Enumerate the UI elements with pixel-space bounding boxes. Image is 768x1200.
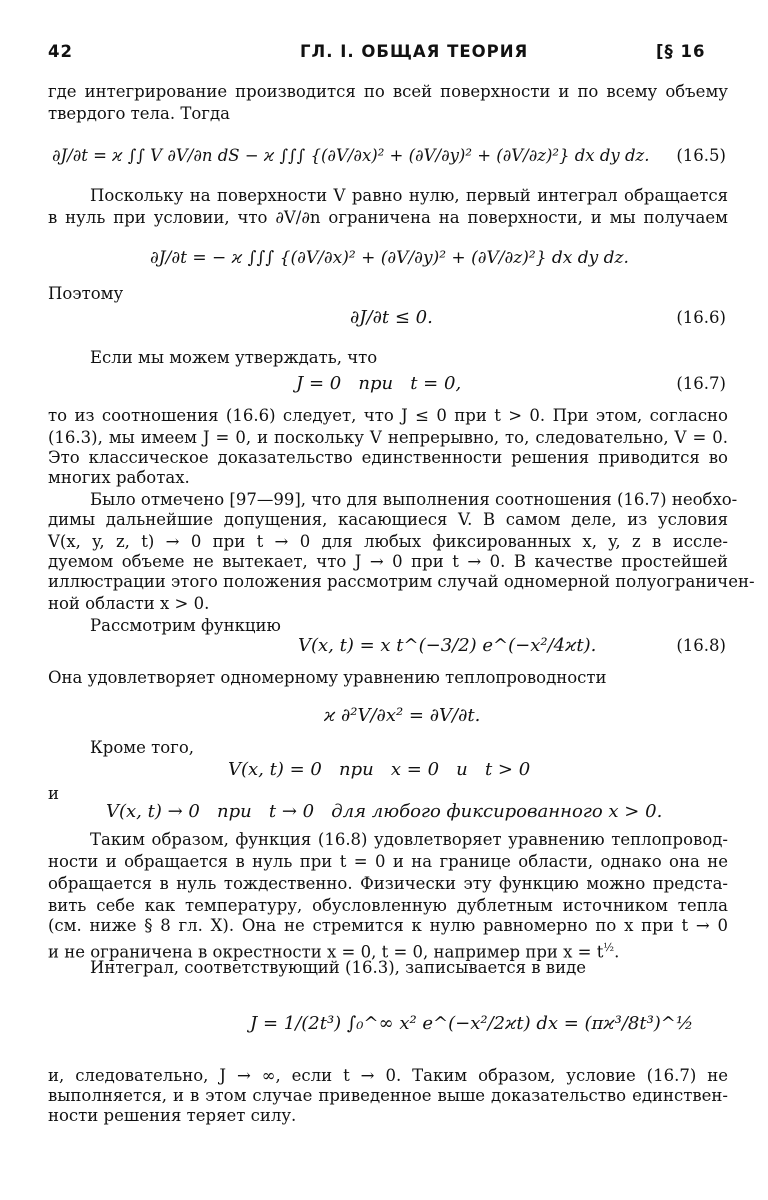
text-line: и, следовательно, J → ∞, если t → 0. Таким образом, условие (16.7) не	[48, 1066, 728, 1085]
text-line: выполняется, и в этом случае приведенное выше доказательство единствен-	[48, 1086, 728, 1105]
text-line: обращается в нуль тождественно. Физически эту функцию можно предста-	[48, 874, 728, 893]
text-line: Поскольку на поверхности V равно нулю, первый интеграл обращается	[90, 186, 728, 205]
section-mark: [§ 16	[656, 42, 706, 61]
text-line: в нуль при условии, что ∂V/∂n ограничена на поверхности, и мы получаем	[48, 208, 728, 227]
exponent: ½	[603, 941, 615, 954]
equation-number: (16.7)	[676, 374, 726, 393]
text-line: (16.3), мы имеем J = 0, и поскольку V непрерывно, то, следовательно, V = 0.	[48, 428, 728, 447]
text-line: Поэтому	[48, 284, 124, 303]
equation-16-7: J = 0 при t = 0,	[296, 373, 462, 394]
text-line: и	[48, 784, 59, 803]
text-line: ной области x > 0.	[48, 594, 210, 613]
equation-number: (16.8)	[676, 636, 726, 655]
equation-16-5: ∂J/∂t = ϰ ∫∫ V ∂V/∂n dS − ϰ ∫∫∫ {(∂V/∂x)² + (∂V/∂y)² + (∂V/∂z)²} dx dy dz.	[52, 146, 650, 165]
text-fragment: и не ограничена в окрестности x = 0, t = 0, например при x = t	[48, 942, 604, 962]
equation-number: (16.6)	[676, 308, 726, 327]
equation-boundary-2: V(x, t) → 0 при t → 0 для любого фиксированного x > 0.	[106, 801, 663, 822]
equation-boundary-1: V(x, t) = 0 при x = 0 и t > 0	[228, 759, 531, 780]
text-line: Таким образом, функция (16.8) удовлетворяет уравнению теплопровод-	[90, 830, 728, 849]
text-line: где интегрирование производится по всей поверхности и по всему объему	[48, 82, 728, 101]
equation-16-8: V(x, t) = x t^(−3/2) e^(−x²/4ϰt).	[298, 635, 597, 656]
text-line: ности решения теряет силу.	[48, 1106, 297, 1125]
text-line: (см. ниже § 8 гл. X). Она не стремится к нулю равномерно по x при t → 0	[48, 916, 728, 935]
text-line: то из соотношения (16.6) следует, что J ≤ 0 при t > 0. При этом, согласно	[48, 406, 728, 425]
period: .	[614, 942, 620, 962]
text-line: Если мы можем утверждать, что	[90, 348, 378, 367]
text-line: Кроме того,	[90, 738, 194, 757]
equation-unnumbered: ∂J/∂t = − ϰ ∫∫∫ {(∂V/∂x)² + (∂V/∂y)² + (∂V/∂z)²} dx dy dz.	[150, 248, 629, 268]
text-line: ности и обращается в нуль при t = 0 и на границе области, однако она не	[48, 852, 728, 871]
text-line: димы дальнейшие допущения, касающиеся V. В самом деле, из условия	[48, 510, 728, 529]
text-line: Было отмечено [97—99], что для выполнения соотношения (16.7) необхо-	[90, 490, 738, 509]
page-number: 42	[48, 42, 73, 61]
text-line: V(x, y, z, t) → 0 при t → 0 для любых фиксированных x, y, z в иссле-	[48, 532, 728, 551]
text-line: дуемом объеме не вытекает, что J → 0 при t → 0. В качестве простейшей	[48, 552, 728, 571]
text-line: Она удовлетворяет одномерному уравнению теплопроводности	[48, 668, 607, 687]
equation-heat: ϰ ∂²V/∂x² = ∂V/∂t.	[324, 705, 481, 726]
text-line: твердого тела. Тогда	[48, 104, 230, 123]
text-line: многих работах.	[48, 468, 190, 487]
running-head: ГЛ. I. ОБЩАЯ ТЕОРИЯ	[300, 42, 529, 61]
equation-integral: J = 1/(2t³) ∫₀^∞ x² e^(−x²/2ϰt) dx = (πϰ³/8t³)^½	[250, 1013, 694, 1034]
text-line: Интеграл, соответствующий (16.3), записывается в виде	[90, 958, 586, 977]
text-line: Это классическое доказательство единственности решения приводится во	[48, 448, 728, 467]
equation-16-6: ∂J/∂t ≤ 0.	[350, 307, 433, 328]
text-line: вить себе как температуру, обусловленную дублетным источником тепла	[48, 896, 728, 915]
text-line: иллюстрации этого положения рассмотрим случай одномерной полуограничен-	[48, 572, 755, 591]
equation-number: (16.5)	[676, 146, 726, 165]
text-line: Рассмотрим функцию	[90, 616, 281, 635]
